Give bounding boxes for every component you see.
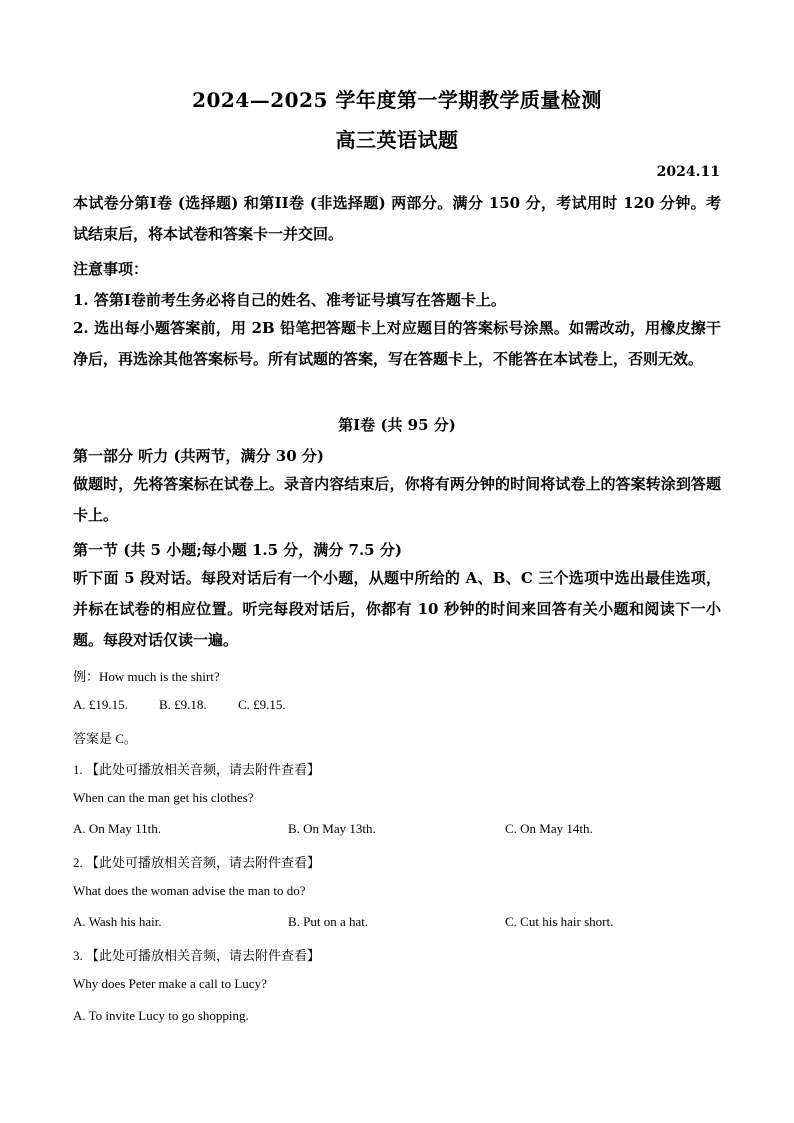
notice-item-2: 2. 选出每小题答案前，用 2B 铅笔把答题卡上对应题目的答案标号涂黑。如需改动，用橡皮擦干净后，再选涂其他答案标号。所有试题的答案，写在答题卡上，不能答在本试卷上，否则无效。 <box>73 319 721 368</box>
question-1-option-b: B. On May 13th. <box>288 821 376 836</box>
example-option-b: B. £9.18. <box>159 697 207 712</box>
example-option-c: C. £9.15. <box>238 697 286 712</box>
question-3-option-a: A. To invite Lucy to go shopping. <box>73 1008 249 1023</box>
section-instruction: 做题时，先将答案标在试卷上。录音内容结束后，你将有两分钟的时间将试卷上的答案转涂到答题卡上。 <box>73 475 721 524</box>
question-1-option-c: C. On May 14th. <box>505 821 593 836</box>
example-option-a: A. £19.15. <box>73 697 128 712</box>
notice-label: 注意事项： <box>73 260 149 278</box>
subsection-instruction: 听下面 5 段对话。每段对话后有一个小题，从题中所给的 A、B、C 三个选项中选出最佳选项，并标在试卷的相应位置。听完每段对话后，你都有 10 秒钟的时间来回答有关小题和阅读下一小题。每段对话仅读一遍。 <box>73 569 721 649</box>
question-2-text: What does the woman advise the man to do? <box>73 883 306 898</box>
question-1-audio: 1. 【此处可播放相关音频，请去附件查看】 <box>73 762 321 777</box>
intro-paragraph: 本试卷分第I卷 (选择题) 和第II卷 (非选择题) 两部分。满分 150 分，考试用时 120 分钟。考试结束后，将本试卷和答案卡一并交回。 <box>73 194 721 243</box>
section-heading: 第一部分 听力 (共两节，满分 30 分) <box>73 447 324 465</box>
question-2-option-c: C. Cut his hair short. <box>505 914 614 929</box>
exam-title: 2024—2025 学年度第一学期教学质量检测 <box>192 88 602 112</box>
question-2-option-b: B. Put on a hat. <box>288 914 369 929</box>
exam-subtitle: 高三英语试题 <box>335 128 459 152</box>
question-3-text: Why does Peter make a call to Lucy? <box>73 976 267 991</box>
notice-item-1: 1. 答第I卷前考生务必将自己的姓名、准考证号填写在答题卡上。 <box>73 291 506 309</box>
question-1-option-a: A. On May 11th. <box>73 821 161 836</box>
volume-heading: 第I卷 (共 95 分) <box>338 416 456 434</box>
question-3-audio: 3. 【此处可播放相关音频，请去附件查看】 <box>73 948 321 963</box>
example-question: 例：How much is the shirt? <box>73 669 220 684</box>
exam-date: 2024.11 <box>656 164 720 180</box>
question-2-option-a: A. Wash his hair. <box>73 914 162 929</box>
subsection-heading: 第一节 (共 5 小题;每小题 1.5 分，满分 7.5 分) <box>73 541 402 559</box>
question-1-text: When can the man get his clothes? <box>73 790 254 805</box>
question-2-audio: 2. 【此处可播放相关音频，请去附件查看】 <box>73 855 321 870</box>
example-answer: 答案是 C。 <box>73 731 137 746</box>
